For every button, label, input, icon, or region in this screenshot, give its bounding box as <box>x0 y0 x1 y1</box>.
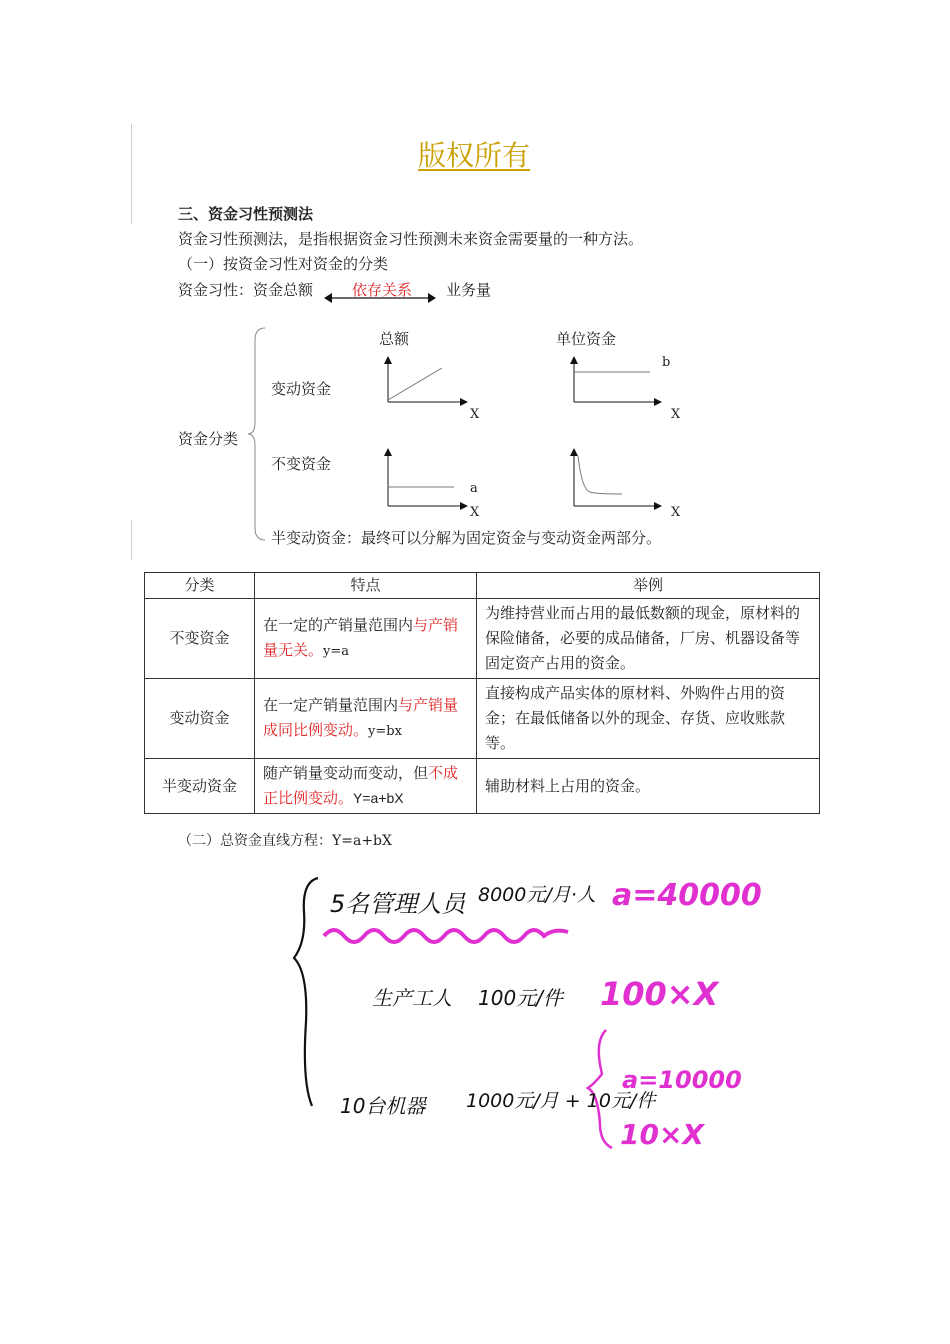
feature-formula: y=bx <box>368 724 402 739</box>
fixed-capital-label: 不变资金 <box>271 455 332 473</box>
handwriting-row1-right: a=40000 <box>612 878 762 913</box>
table-cell-feature <box>255 759 477 814</box>
feature-formula: Y=a+bX <box>353 790 404 806</box>
classification-label: 资金分类 <box>178 430 239 448</box>
table-cell-example: 辅助材料上占用的资金。 <box>477 759 820 814</box>
feature-text: 随产销量变动而变动，但 <box>263 764 429 782</box>
table-header-category: 分类 <box>145 573 255 599</box>
table-cell-feature <box>255 679 477 759</box>
table-header-example: 举例 <box>477 573 820 599</box>
table-row <box>145 679 820 759</box>
habit-label: 资金习性：资金总额 <box>178 281 314 299</box>
feature-highlight: 与产销量无关。 <box>263 616 459 659</box>
feature-highlight: 与产销量成同比例变动。 <box>263 696 459 739</box>
feature-highlight: 不成正比例变动。 <box>263 764 459 807</box>
handwriting-row3-right-b: 10×X <box>620 1118 705 1151</box>
total-amount-label: 总额 <box>379 330 410 348</box>
fixed-total-x-axis-label: X <box>470 505 480 520</box>
variable-total-graph <box>382 354 480 424</box>
variable-total-x-axis-label: X <box>470 407 480 422</box>
total-a-label: a <box>470 481 478 496</box>
fixed-unit-x-axis-label: X <box>671 505 681 520</box>
table-cell-category: 不变资金 <box>145 599 255 679</box>
relation-label: 依存关系 <box>352 281 413 299</box>
fixed-total-graph <box>382 446 492 518</box>
table-cell-category: 半变动资金 <box>145 759 255 814</box>
table-cell-feature <box>255 599 477 679</box>
semi-variable-note: 半变动资金：最终可以分解为固定资金与变动资金两部分。 <box>271 529 662 547</box>
feature-text: 在一定的产销量范围内 <box>263 616 414 634</box>
classification-table <box>144 572 820 814</box>
unit-b-label: b <box>662 355 671 370</box>
subsection-2-title: （二）总资金直线方程：Y=a+bX <box>178 833 392 849</box>
variable-capital-label: 变动资金 <box>271 380 332 398</box>
page-title: 版权所有 <box>418 139 531 172</box>
table-cell-example: 直接构成产品实体的原材料、外购件占用的资金；在最低储备以外的现金、存货、应收账款等。 <box>477 679 820 759</box>
table-cell-category: 变动资金 <box>145 679 255 759</box>
classification-brace-icon <box>247 326 267 542</box>
handwriting-row2-left: 生产工人 <box>372 986 452 1010</box>
handwriting-row1-left: 5名管理人员 <box>330 890 466 918</box>
handwriting-row3-mid: 1000元/月 + 10元/件 <box>466 1090 656 1112</box>
table-row <box>145 599 820 679</box>
table-header-feature: 特点 <box>255 573 477 599</box>
handwriting-row2-mid: 100元/件 <box>478 986 563 1010</box>
table-header-row <box>145 573 820 599</box>
handwriting-row3-right-a: a=10000 <box>622 1066 742 1094</box>
variable-unit-graph <box>568 354 681 424</box>
margin-rule-top <box>131 124 132 224</box>
feature-text: 在一定产销量范围内 <box>263 696 399 714</box>
business-volume-label: 业务量 <box>446 281 492 299</box>
subsection-1-title: （一）按资金习性对资金的分类 <box>178 255 389 273</box>
handwriting-row3-left: 10台机器 <box>340 1094 426 1118</box>
section-heading: 三、资金习性预测法 <box>178 205 314 223</box>
fixed-unit-graph <box>568 446 681 520</box>
section-intro: 资金习性预测法，是指根据资金习性预测未来资金需要量的一种方法。 <box>178 230 644 248</box>
margin-rule-bottom <box>131 520 132 560</box>
feature-formula: y=a <box>323 644 350 659</box>
table-cell-example: 为维持营业而占用的最低数额的现金，原材料的保险储备，必要的成品储备，厂房、机器设备等固定资产占用的资金。 <box>477 599 820 679</box>
table-row <box>145 759 820 814</box>
handwriting-row1-mid: 8000元/月·人 <box>478 884 596 906</box>
handwriting-row2-right: 100×X <box>600 975 719 1013</box>
unit-capital-label: 单位资金 <box>556 330 617 348</box>
variable-unit-x-axis-label: X <box>671 407 681 422</box>
